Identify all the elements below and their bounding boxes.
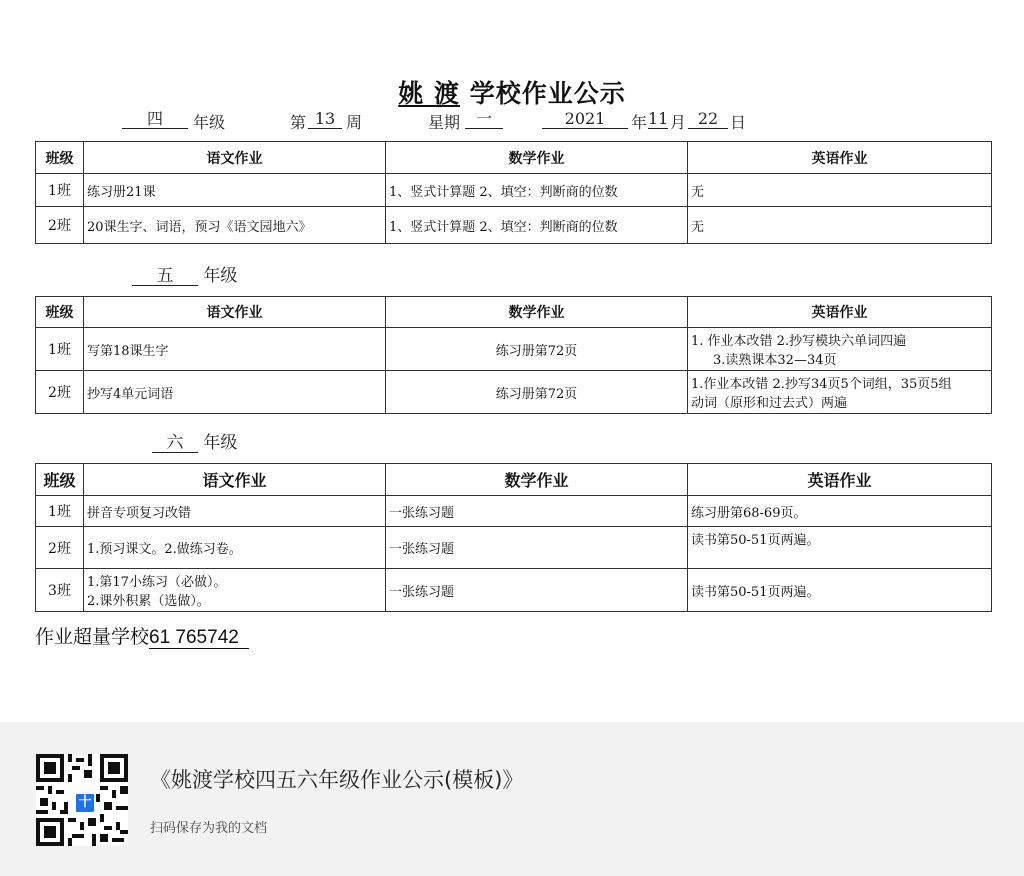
grade6-header-line xyxy=(152,428,237,453)
grade4-table xyxy=(35,141,992,244)
header-english: 英语作业 xyxy=(688,142,992,174)
table-row xyxy=(36,371,992,414)
english-cell xyxy=(688,371,992,414)
day-label: 日 xyxy=(730,113,747,132)
grade4-value: 四 xyxy=(122,110,188,129)
english-cell: 无 xyxy=(688,207,992,244)
banner-title[interactable]: 《姚渡学校四五六年级作业公示(模板)》 xyxy=(150,768,524,792)
weekday-label: 星期 xyxy=(428,113,461,132)
header-chinese: 语文作业 xyxy=(84,142,386,174)
grade5-label: 年级 xyxy=(203,266,238,286)
english-line: 动词（原形和过去式）两遍 xyxy=(691,396,848,411)
chinese-cell: 写第18课生字 xyxy=(84,328,386,371)
qr-code[interactable] xyxy=(36,754,128,846)
class-cell: 3班 xyxy=(36,569,84,612)
table-row xyxy=(36,207,992,244)
table-row xyxy=(36,527,992,569)
table-row xyxy=(36,569,992,612)
grade5-table xyxy=(35,296,992,414)
year-label: 年 xyxy=(631,113,648,132)
header-english: 英语作业 xyxy=(688,297,992,328)
month-value: 11 xyxy=(648,109,669,128)
math-cell: 练习册第72页 xyxy=(386,371,688,414)
grade4-header-line xyxy=(0,110,1024,132)
header-english: 英语作业 xyxy=(688,464,992,496)
school-name: 姚 渡 xyxy=(398,79,460,108)
class-cell: 1班 xyxy=(36,328,84,371)
table-row xyxy=(36,496,992,527)
header-class: 班级 xyxy=(36,297,84,328)
grade6-label: 年级 xyxy=(203,433,238,453)
week-prefix: 第 xyxy=(290,113,307,132)
header-chinese: 语文作业 xyxy=(84,297,386,328)
english-cell: 练习册第68-69页。 xyxy=(688,496,992,527)
qr-logo-icon: 十 xyxy=(74,792,96,814)
grade6-value: 六 xyxy=(152,434,198,453)
header-chinese: 语文作业 xyxy=(84,464,386,496)
english-cell: 读书第50-51页两遍。 xyxy=(688,569,992,612)
overload-report-line xyxy=(35,622,249,649)
english-cell: 读书第50-51页两遍。 xyxy=(688,527,992,569)
year-value: 2021 xyxy=(542,110,628,129)
title-text: 学校作业公示 xyxy=(460,79,626,108)
overload-phone: 61 765742 xyxy=(149,627,249,649)
class-cell: 2班 xyxy=(36,207,84,244)
chinese-line: 2.课外积累（选做）。 xyxy=(87,594,210,609)
math-cell: 一张练习题 xyxy=(386,496,688,527)
week-suffix: 周 xyxy=(346,113,363,132)
week-value: 13 xyxy=(308,110,342,129)
class-cell: 2班 xyxy=(36,371,84,414)
chinese-cell: 1.预习课文。2.做练习卷。 xyxy=(84,527,386,569)
chinese-cell: 20课生字、词语，预习《语文园地六》 xyxy=(84,207,386,244)
math-cell: 1、竖式计算题 2、填空：判断商的位数 xyxy=(386,207,688,244)
english-line: 3.读熟课本32—34页 xyxy=(713,353,837,368)
header-math: 数学作业 xyxy=(386,142,688,174)
chinese-cell: 拼音专项复习改错 xyxy=(84,496,386,527)
header-math: 数学作业 xyxy=(386,464,688,496)
math-cell: 一张练习题 xyxy=(386,527,688,569)
class-cell: 1班 xyxy=(36,174,84,207)
chinese-line: 1.第17小练习（必做）。 xyxy=(87,575,227,590)
english-cell: 无 xyxy=(688,174,992,207)
math-cell: 练习册第72页 xyxy=(386,328,688,371)
class-cell: 2班 xyxy=(36,527,84,569)
header-class: 班级 xyxy=(36,142,84,174)
math-cell: 一张练习题 xyxy=(386,569,688,612)
grade5-value: 五 xyxy=(132,267,198,286)
day-value: 22 xyxy=(688,110,728,129)
class-cell: 1班 xyxy=(36,496,84,527)
month-label: 月 xyxy=(670,113,687,132)
banner-subtitle: 扫码保存为我的文档 xyxy=(150,821,268,836)
table-row xyxy=(36,328,992,371)
math-cell: 1、竖式计算题 2、填空：判断商的位数 xyxy=(386,174,688,207)
save-banner xyxy=(0,722,1024,876)
grade4-label: 年级 xyxy=(193,113,226,132)
grade5-header-line xyxy=(132,261,237,286)
weekday-value: 一 xyxy=(465,110,503,129)
english-cell xyxy=(688,328,992,371)
english-line: 1.作业本改错 2.抄写34页5个词组，35页5组 xyxy=(691,377,952,392)
page-title xyxy=(0,74,1024,110)
overload-label: 作业超量学校 xyxy=(35,627,150,648)
chinese-cell: 抄写4单元词语 xyxy=(84,371,386,414)
chinese-cell xyxy=(84,569,386,612)
header-math: 数学作业 xyxy=(386,297,688,328)
chinese-cell: 练习册21课 xyxy=(84,174,386,207)
table-row xyxy=(36,174,992,207)
english-line: 1. 作业本改错 2.抄写模块六单词四遍 xyxy=(691,334,907,349)
grade6-table xyxy=(35,463,992,612)
header-class: 班级 xyxy=(36,464,84,496)
